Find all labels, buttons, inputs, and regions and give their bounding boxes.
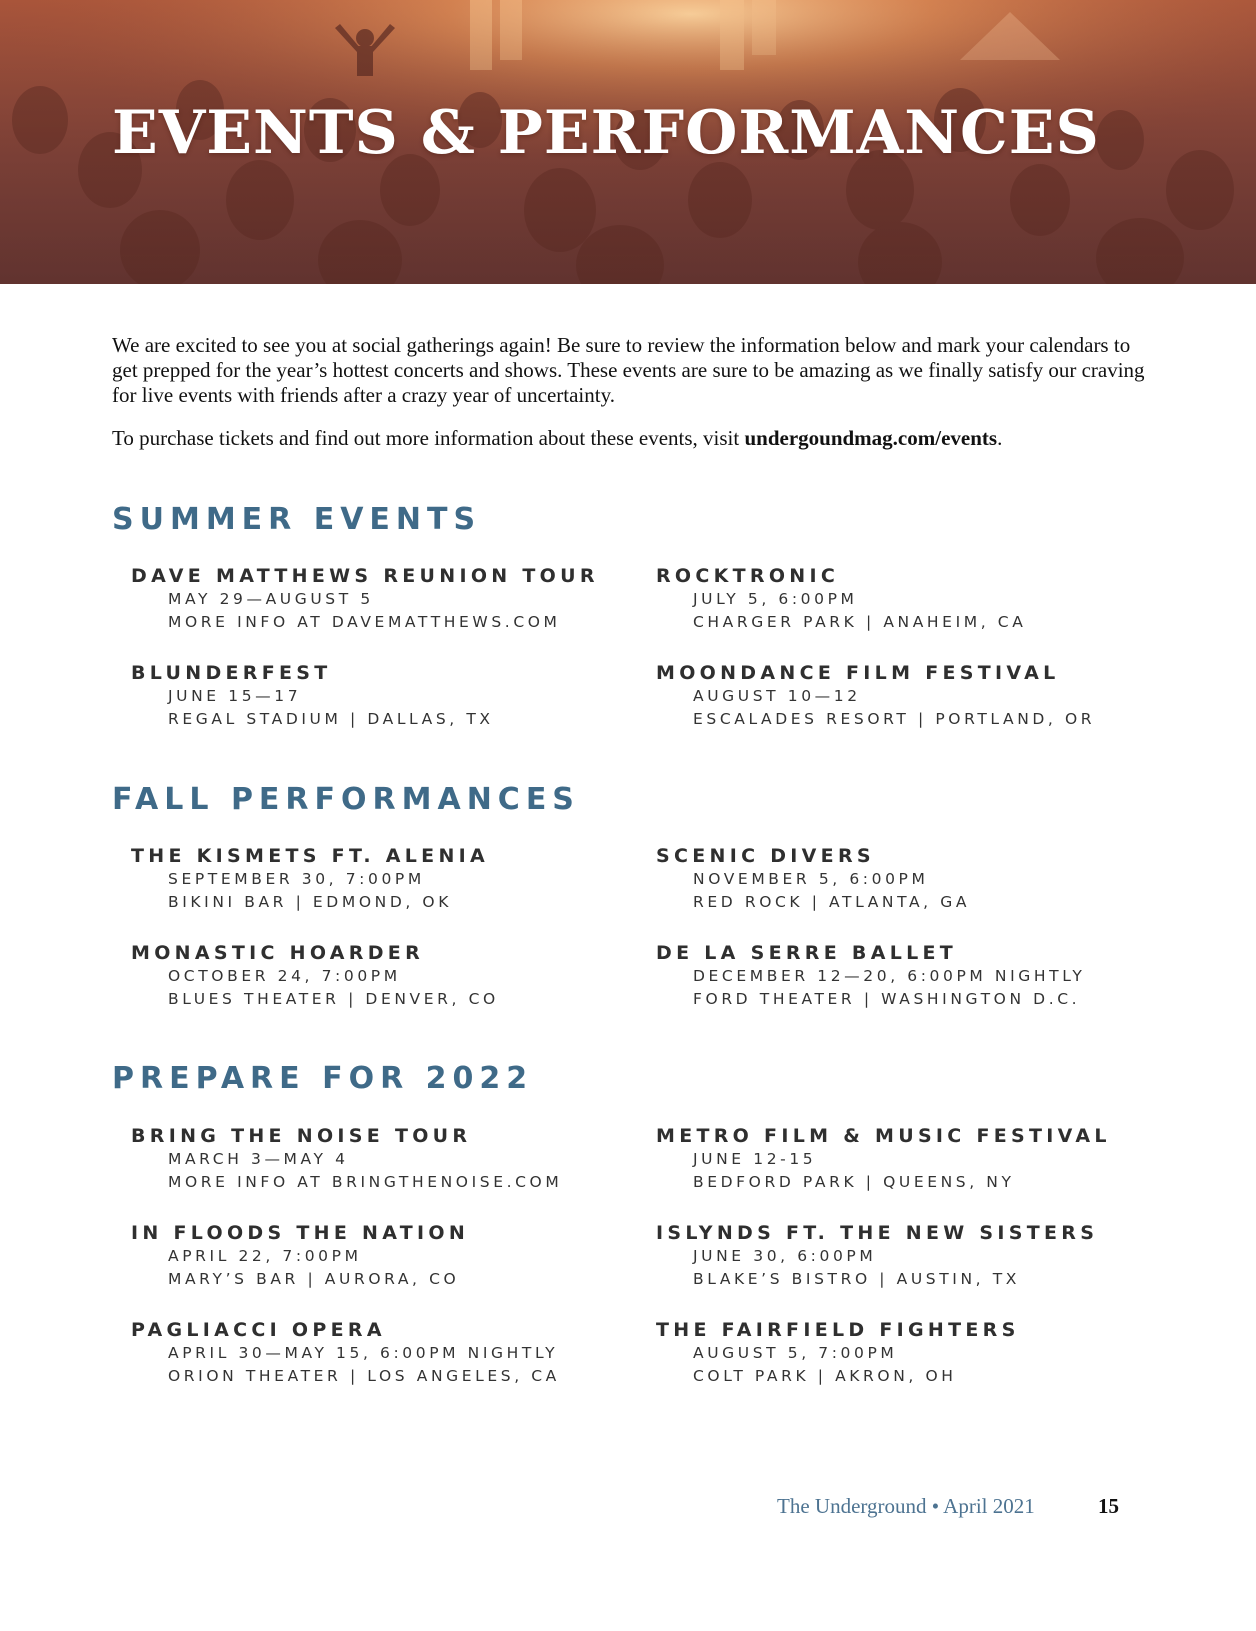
event-item — [131, 1124, 631, 1194]
event-date: DECEMBER 12—20, 6:00PM NIGHTLY — [693, 967, 1086, 985]
events-link[interactable]: undergoundmag.com/events — [744, 426, 998, 450]
event-date: OCTOBER 24, 7:00PM — [168, 967, 401, 985]
event-location: BEDFORD PARK | QUEENS, NY — [693, 1173, 1015, 1191]
event-name: PAGLIACCI OPERA — [131, 1319, 386, 1341]
event-date: JUNE 15—17 — [168, 687, 302, 705]
event-name: METRO FILM & MUSIC FESTIVAL — [656, 1125, 1111, 1147]
event-item — [656, 1124, 1156, 1194]
event-location: BLAKE’S BISTRO | AUSTIN, TX — [693, 1270, 1020, 1288]
event-date: AUGUST 10—12 — [693, 687, 861, 705]
event-location: MORE INFO AT BRINGTHENOISE.COM — [168, 1173, 563, 1191]
event-date: JULY 5, 6:00PM — [693, 590, 858, 608]
intro-paragraph: We are excited to see you at social gatherings again! Be sure to review the information below and mark your calendars to get prepped for the year’s hottest concerts and shows. These events are sure to be amazing as we finally satisfy our craving for live events with friends after a crazy year of uncertainty. — [112, 333, 1145, 407]
event-location: COLT PARK | AKRON, OH — [693, 1367, 957, 1385]
event-location: MORE INFO AT DAVEMATTHEWS.COM — [168, 613, 561, 631]
event-name: ISLYNDS FT. THE NEW SISTERS — [656, 1222, 1099, 1244]
event-location: CHARGER PARK | ANAHEIM, CA — [693, 613, 1027, 631]
event-location: BLUES THEATER | DENVER, CO — [168, 990, 499, 1008]
event-name: IN FLOODS THE NATION — [131, 1222, 470, 1244]
event-date: NOVEMBER 5, 6:00PM — [693, 870, 929, 888]
tickets-paragraph — [112, 426, 1147, 451]
event-date: MARCH 3—MAY 4 — [168, 1150, 349, 1168]
event-date: JUNE 12-15 — [693, 1150, 817, 1168]
section-heading-fall-performances: FALL PERFORMANCES — [112, 782, 580, 817]
page-title: EVENTS & PERFORMANCES — [112, 98, 1100, 168]
event-name: THE FAIRFIELD FIGHTERS — [656, 1319, 1020, 1341]
event-item — [131, 564, 631, 634]
intro-text — [112, 333, 1147, 469]
event-name: BLUNDERFEST — [131, 662, 332, 684]
event-name: DAVE MATTHEWS REUNION TOUR — [131, 565, 599, 587]
event-name: BRING THE NOISE TOUR — [131, 1125, 472, 1147]
event-location: MARY’S BAR | AURORA, CO — [168, 1270, 460, 1288]
event-date: APRIL 22, 7:00PM — [168, 1247, 362, 1265]
event-date: JUNE 30, 6:00PM — [693, 1247, 877, 1265]
event-item — [656, 1221, 1156, 1291]
event-date: SEPTEMBER 30, 7:00PM — [168, 870, 425, 888]
event-name: SCENIC DIVERS — [656, 845, 875, 867]
event-item — [656, 661, 1156, 731]
footer-publication: The Underground • April 2021 — [777, 1494, 1035, 1518]
tickets-text-end: . — [997, 426, 1003, 450]
event-date: APRIL 30—MAY 15, 6:00PM NIGHTLY — [168, 1344, 559, 1362]
event-name: DE LA SERRE BALLET — [656, 942, 958, 964]
page-number: 15 — [1098, 1494, 1119, 1518]
section-heading-prepare-for-2022: PREPARE FOR 2022 — [112, 1061, 534, 1096]
event-item — [656, 1318, 1156, 1388]
event-item — [131, 844, 631, 914]
event-name: ROCKTRONIC — [656, 565, 840, 587]
event-location: REGAL STADIUM | DALLAS, TX — [168, 710, 494, 728]
event-item — [131, 661, 631, 731]
header-banner — [0, 0, 1256, 284]
event-item — [656, 564, 1156, 634]
event-name: MOONDANCE FILM FESTIVAL — [656, 662, 1060, 684]
event-location: BIKINI BAR | EDMOND, OK — [168, 893, 452, 911]
event-item — [131, 1318, 631, 1388]
event-item — [656, 844, 1156, 914]
event-item — [656, 941, 1156, 1011]
event-date: AUGUST 5, 7:00PM — [693, 1344, 898, 1362]
event-location: ESCALADES RESORT | PORTLAND, OR — [693, 710, 1096, 728]
event-item — [131, 941, 631, 1011]
section-heading-summer-events: SUMMER EVENTS — [112, 502, 482, 537]
event-location: ORION THEATER | LOS ANGELES, CA — [168, 1367, 560, 1385]
event-name: THE KISMETS FT. ALENIA — [131, 845, 490, 867]
event-item — [131, 1221, 631, 1291]
tickets-text: To purchase tickets and find out more information about these events, visit — [112, 426, 745, 450]
event-date: MAY 29—AUGUST 5 — [168, 590, 374, 608]
event-location: FORD THEATER | WASHINGTON D.C. — [693, 990, 1081, 1008]
event-location: RED ROCK | ATLANTA, GA — [693, 893, 971, 911]
event-name: MONASTIC HOARDER — [131, 942, 424, 964]
